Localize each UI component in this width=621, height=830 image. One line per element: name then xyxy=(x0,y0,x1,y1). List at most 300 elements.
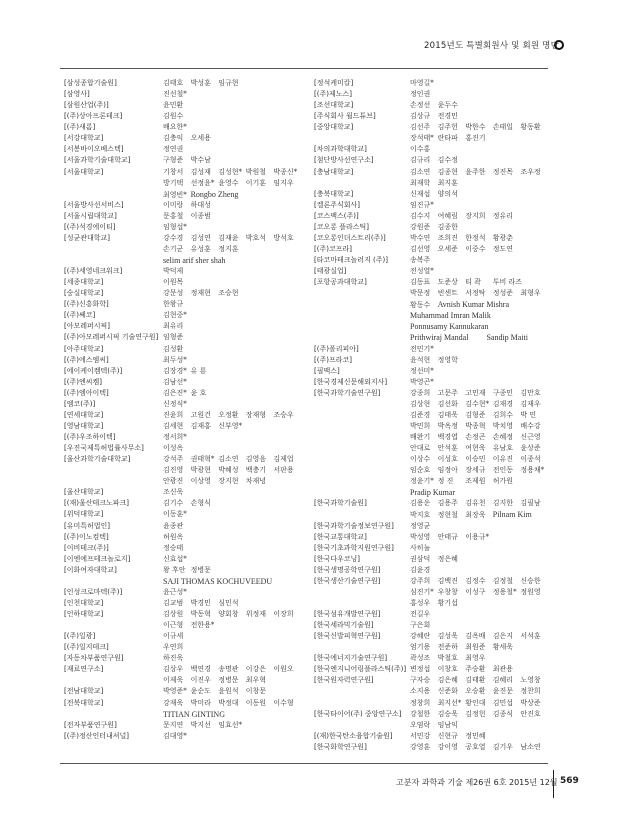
member-name: 이제욱 xyxy=(163,676,184,685)
member-name: 여현욱 xyxy=(465,444,486,453)
member-name: 최우혁 xyxy=(245,676,267,685)
member-names-line xyxy=(163,388,314,399)
member-name: 전준하 xyxy=(437,643,458,652)
member-names-line xyxy=(410,565,554,576)
journal-citation: 고분자 과학과 기술 제26권 6호 2015년 12월 xyxy=(396,778,558,787)
member-name: 박문정 xyxy=(410,289,431,298)
member-name: 김백진 xyxy=(437,576,458,585)
member-name: 박덕제 xyxy=(163,267,184,276)
member-name: 김태욱 xyxy=(437,410,458,419)
member-name: 안석훈 xyxy=(437,444,458,453)
member-entry xyxy=(64,421,314,432)
member-name: 윤진문 xyxy=(492,687,514,696)
member-name: 윤석현 xyxy=(410,355,431,364)
member-entry xyxy=(64,89,314,100)
member-name: 강영훈 xyxy=(410,742,431,751)
member-name: 조희진 xyxy=(437,233,458,242)
member-name: 최형우 xyxy=(520,289,541,298)
member-name: 이성옥 xyxy=(163,444,184,453)
member-name: 전인동 xyxy=(492,466,514,475)
member-name: 양회창 xyxy=(218,610,239,618)
member-names-line xyxy=(163,709,314,720)
member-name: 우연희 xyxy=(163,643,184,652)
member-name: 전성열* xyxy=(410,267,434,276)
member-names-line xyxy=(163,189,314,200)
member-name: 김성재 xyxy=(190,167,211,176)
organization-name: [(주)신흥화학] xyxy=(64,300,109,309)
organization-name: [한국신발피혁연구원] xyxy=(314,632,381,641)
member-name: 정영균 xyxy=(410,521,431,530)
member-name: 윤두수 xyxy=(437,101,458,110)
member-names-line xyxy=(410,222,554,233)
member-name: 정용철* xyxy=(492,587,517,596)
member-entry xyxy=(64,565,314,587)
member-name: 손기군 xyxy=(163,244,184,253)
member-name: 배수강 xyxy=(520,421,541,430)
member-name: 김상우 xyxy=(163,665,184,674)
member-name: 정도연 xyxy=(492,244,514,253)
member-names-line xyxy=(410,189,554,200)
member-names-line xyxy=(410,554,554,565)
organization-name: [이비테크(주)] xyxy=(64,543,109,552)
member-entry xyxy=(314,388,554,499)
member-name: 이상영 xyxy=(190,477,211,486)
circle-bullet-icon xyxy=(554,40,564,50)
member-name: 오염락 xyxy=(410,720,431,729)
organization-name: [(주)코프라] xyxy=(314,244,352,253)
member-names-line xyxy=(410,532,554,543)
member-name: Prithwiraj Mandal xyxy=(410,333,469,343)
member-name: 이용규* xyxy=(465,532,489,541)
organization-name: [한국과학기술연구원] xyxy=(314,388,381,397)
member-name: 구종민 xyxy=(492,388,514,397)
member-names-line xyxy=(410,454,554,465)
member-name: 김동표 xyxy=(410,278,431,287)
member-name: 이승민 xyxy=(465,455,486,464)
member-entry xyxy=(314,709,554,731)
organization-name: [정석케미칼] xyxy=(314,79,354,87)
member-name: 최영우 xyxy=(465,654,486,663)
member-name: 홍진기 xyxy=(465,134,486,143)
member-name: 박미라 xyxy=(190,698,211,707)
member-names-line xyxy=(410,543,554,554)
member-entry xyxy=(64,521,314,532)
member-names-line xyxy=(410,244,554,255)
member-name: 김기수 xyxy=(163,499,184,508)
member-name: 전한용* xyxy=(190,621,215,630)
member-entry xyxy=(64,399,314,410)
member-names-line xyxy=(410,631,554,642)
member-name: 김은지 xyxy=(492,632,514,641)
member-name: 임진규* xyxy=(410,200,434,209)
member-name: 란타파 xyxy=(437,134,458,143)
organization-name: [자동차부품연구원] xyxy=(64,654,124,663)
organization-name: [삼영사] xyxy=(64,90,90,99)
member-name: 이미랑 xyxy=(163,200,184,209)
member-entry xyxy=(64,344,314,355)
member-names-line xyxy=(163,498,314,509)
organization-name: [(주)제노스] xyxy=(314,90,352,99)
member-name: 김옥배 xyxy=(465,632,486,641)
member-name: 이유진 xyxy=(492,455,514,464)
organization-name: [차의과학대학교] xyxy=(314,145,367,154)
member-names-line xyxy=(163,211,314,222)
member-name: 손혜정 xyxy=(492,433,514,441)
member-name: 신효섭* xyxy=(163,554,187,563)
organization-name: [성균관대학교] xyxy=(64,233,111,242)
member-name: 손정선 xyxy=(410,101,431,110)
member-names-line xyxy=(410,111,554,122)
member-name: 임순호 xyxy=(410,466,431,475)
member-names-line xyxy=(163,443,314,454)
member-name: 박호석 xyxy=(245,233,267,242)
member-name: 박철호 xyxy=(437,654,458,663)
member-entry xyxy=(64,388,314,399)
member-name: 김원수 xyxy=(163,112,184,121)
member-names-line xyxy=(410,731,554,742)
member-name: 강수경 xyxy=(163,233,184,242)
organization-name: [(주)새롬] xyxy=(64,123,96,132)
member-name: 박한수 xyxy=(465,123,486,132)
member-name: 박옥정 xyxy=(437,421,458,430)
member-names-line xyxy=(163,155,314,166)
member-names-line xyxy=(163,476,314,487)
member-entry xyxy=(64,366,314,377)
member-name: 이종석 xyxy=(520,455,541,464)
organization-name: [서봉바이오베스텍] xyxy=(64,145,124,154)
organization-name: [한국타이어(주) 중앙연구소] xyxy=(314,709,402,718)
member-names-line xyxy=(410,521,554,532)
member-name: 안진호 xyxy=(520,709,541,718)
organization-name: [위덕대학교] xyxy=(64,510,104,519)
member-name: SAJI THOMAS KOCHUVEEDU xyxy=(163,576,273,586)
organization-name: [세종대학교] xyxy=(64,278,104,287)
member-name: 진윤희 xyxy=(163,410,184,419)
organization-name: [(주)석경에이티] xyxy=(64,222,116,231)
member-name: 박동혁 xyxy=(190,610,211,618)
organization-name: [한국섬유개발연구원] xyxy=(314,610,381,618)
organization-name: [이엔에프테크놀로지] xyxy=(64,554,131,563)
organization-name: [(주)엔씨켐] xyxy=(64,377,102,386)
member-names-line xyxy=(410,366,554,377)
member-name: 손형식 xyxy=(190,499,211,508)
organization-name: [한국생산기술연구원] xyxy=(314,576,381,585)
organization-name: [유미특허법인] xyxy=(64,521,111,530)
member-name: 김은혜 xyxy=(437,676,458,685)
member-names-line xyxy=(410,321,554,332)
member-name: 이진우 xyxy=(190,676,211,685)
member-entry xyxy=(314,122,554,144)
member-entry xyxy=(314,631,554,653)
member-name: 김재윤 xyxy=(218,233,239,242)
member-name: 김성환 xyxy=(163,344,184,353)
member-name: 정병문 xyxy=(190,565,211,574)
member-names-line xyxy=(410,332,554,343)
member-names-line xyxy=(163,487,314,498)
member-name: 김기우 xyxy=(492,742,514,751)
organization-name: [전자부품연구원] xyxy=(64,720,117,729)
member-name: 방석호 xyxy=(273,233,294,242)
member-name: 변정섭 xyxy=(410,665,431,674)
member-entry xyxy=(314,498,554,520)
organization-name: [(주)아모레퍼시픽 기술연구원] xyxy=(64,333,159,342)
member-name: 구자승 xyxy=(410,676,431,685)
member-name: 권태혁* xyxy=(190,455,215,464)
member-name: 김태호 xyxy=(163,79,184,87)
member-name: TITIAN GINTING xyxy=(163,709,225,719)
member-names-line xyxy=(410,255,554,266)
organization-name: [포항공과대학교] xyxy=(314,278,367,287)
member-entry xyxy=(314,255,554,266)
member-name: 윤 호 xyxy=(190,388,207,397)
member-name: 김희수 xyxy=(492,410,514,419)
member-names-line xyxy=(163,310,314,321)
member-name: 유남호 xyxy=(492,444,514,453)
member-name: 강이영 xyxy=(437,742,458,751)
member-name: 강혜란 xyxy=(410,632,431,641)
member-name: 이수홍 xyxy=(410,145,431,154)
organization-name: [한국경제신문해외지사] xyxy=(314,377,388,386)
member-names-line xyxy=(410,642,554,653)
member-names-line xyxy=(163,675,314,686)
member-name: 신준화 xyxy=(437,687,458,696)
organization-name: [(주)일광] xyxy=(64,632,96,641)
member-names-line xyxy=(410,200,554,211)
member-entry xyxy=(64,167,314,200)
member-name: 김남선* xyxy=(163,377,187,386)
member-names-line xyxy=(410,587,554,598)
member-entry xyxy=(64,664,314,686)
member-entry xyxy=(314,211,554,222)
member-name: 이원목 xyxy=(163,278,184,287)
member-entry xyxy=(64,122,314,133)
organization-name: [서강대학교] xyxy=(64,134,104,143)
member-name: 여혜림 xyxy=(437,211,458,220)
member-entry xyxy=(64,432,314,443)
member-name: 기창서 xyxy=(163,167,184,176)
member-entry xyxy=(64,598,314,609)
member-name: 김수지 xyxy=(410,211,431,220)
member-name: 안대로 xyxy=(410,444,431,453)
member-entry xyxy=(314,244,554,255)
member-name: 방기택 xyxy=(163,178,184,187)
member-name: 김수정 xyxy=(437,156,458,165)
member-name: 위정재 xyxy=(245,610,267,618)
member-name: Ponnusamy Kannukaran xyxy=(410,322,489,332)
member-name: 김지한 xyxy=(492,499,514,508)
member-names-line xyxy=(163,167,314,178)
member-names-line xyxy=(410,410,554,421)
member-entry xyxy=(314,366,554,377)
member-names-line xyxy=(163,686,314,697)
member-entry xyxy=(314,664,554,675)
member-name: 김성욱 xyxy=(437,632,458,641)
member-name: 정승태 xyxy=(163,543,184,552)
member-names-line xyxy=(163,421,314,432)
member-name: 우창창 xyxy=(437,587,458,596)
member-entry xyxy=(64,133,314,144)
member-name: 백연경 xyxy=(190,665,211,674)
member-name: 김정수 xyxy=(465,576,486,585)
member-name: 정연권 xyxy=(163,145,184,154)
member-name: 박지호 xyxy=(410,511,431,520)
member-entry xyxy=(64,321,314,332)
member-name: 김상원 xyxy=(163,610,184,618)
organization-name: [인성크로마텍(주)] xyxy=(64,587,123,596)
member-name: 최영빈* xyxy=(163,190,187,199)
organization-name: [서울시립대학교] xyxy=(64,211,117,220)
member-names-line xyxy=(163,255,314,266)
member-name: 배요한* xyxy=(163,123,187,132)
member-name: 이성호 xyxy=(437,455,458,464)
member-name: 신재섭 xyxy=(410,189,431,198)
member-name: 박지선 xyxy=(190,720,211,729)
member-name: 서판용 xyxy=(273,466,294,475)
member-name: 윤상준 xyxy=(520,444,541,453)
member-name: 장세규 xyxy=(465,466,486,475)
member-entry xyxy=(64,686,314,697)
member-name: 남소연 xyxy=(520,742,541,751)
member-names-line xyxy=(410,620,554,631)
member-entry xyxy=(64,509,314,520)
member-name: 전길우 xyxy=(410,610,431,618)
member-names-line xyxy=(163,200,314,211)
member-name: 김상규 xyxy=(410,112,431,121)
organization-name: [(재)한국탄소융합기술원] xyxy=(314,731,393,740)
member-name: 빈센트 xyxy=(437,289,458,298)
member-names-line xyxy=(410,211,554,222)
member-names-line xyxy=(163,521,314,532)
member-name: 김주헌 xyxy=(437,123,458,132)
member-name: 오정환 xyxy=(218,410,239,419)
member-names-line xyxy=(163,244,314,255)
member-name: 서민강 xyxy=(410,731,431,740)
footer-divider xyxy=(60,763,548,764)
member-names-line xyxy=(410,355,554,366)
organization-name: [한국다우코닝] xyxy=(314,554,361,563)
member-name: 전민기* xyxy=(410,344,434,353)
member-entry xyxy=(314,266,554,277)
organization-name: [코스맥스(주)] xyxy=(314,211,359,220)
member-names-line xyxy=(410,167,554,178)
member-entry xyxy=(64,78,314,89)
member-names-line xyxy=(410,443,554,454)
member-entry xyxy=(314,200,554,211)
member-name: 박상준 xyxy=(520,698,541,707)
organization-name: [한국교통대학교] xyxy=(314,532,367,541)
member-name: 조승현 xyxy=(218,289,239,298)
member-name: 최원준 xyxy=(465,643,486,652)
member-name: 김정철 xyxy=(492,576,514,585)
member-name: 서정탁 xyxy=(465,289,486,298)
member-name: 한왕규 xyxy=(163,300,184,309)
member-name: 손정곤 xyxy=(465,433,486,441)
member-entry xyxy=(64,277,314,288)
member-names-line xyxy=(163,89,314,100)
member-names-line xyxy=(410,388,554,399)
member-name: 김규리 xyxy=(410,156,431,165)
organization-name: [(주)이노컴텍] xyxy=(64,532,109,541)
member-name: 최재학 xyxy=(410,178,431,187)
member-names-line xyxy=(410,299,554,310)
member-name: 주승환 xyxy=(465,665,486,674)
member-entry xyxy=(64,200,314,211)
member-name: Muhammad Imran Malik xyxy=(410,311,491,321)
member-entry xyxy=(64,498,314,509)
organization-name: [숭실대학교] xyxy=(64,289,104,298)
member-names-line xyxy=(410,476,554,487)
member-name: 권삼덕 xyxy=(410,554,431,563)
member-name: 소지용 xyxy=(410,687,431,696)
member-name: 하진욱 xyxy=(163,654,184,663)
member-name: Pradip Kumar xyxy=(410,488,456,498)
member-name: 박원철 xyxy=(245,167,267,176)
member-name: 윤근성* xyxy=(163,587,187,596)
member-name: 고민재 xyxy=(465,388,486,397)
member-entry xyxy=(64,443,314,454)
member-name: 김혜리 xyxy=(492,676,514,685)
member-name: 정찬희 xyxy=(520,687,541,696)
member-name: 황기섭 xyxy=(437,598,458,607)
member-name: 김소연 xyxy=(410,167,431,176)
organization-name: [(주)쎄코] xyxy=(64,311,96,320)
member-entry xyxy=(64,731,314,742)
member-name: 박성훈 xyxy=(190,79,211,87)
member-name: 투비 라즈 xyxy=(492,278,523,287)
member-names-line xyxy=(410,288,554,299)
organization-name: [주식회사 월드튜브] xyxy=(314,112,376,121)
member-names-line xyxy=(163,111,314,122)
member-entry xyxy=(314,377,554,388)
member-names-line xyxy=(163,122,314,133)
member-name: 최지선* xyxy=(437,698,462,707)
member-names-line xyxy=(410,698,554,709)
member-name: 윤주한 xyxy=(465,167,486,176)
member-name: 백충기 xyxy=(245,466,267,475)
member-name: 문홍철 xyxy=(163,211,184,220)
organization-name: [한국생명공학연구원] xyxy=(314,565,381,574)
member-names-line xyxy=(163,377,314,388)
member-name: 김윤경 xyxy=(410,565,431,574)
organization-name: [한국기초과학지원연구원] xyxy=(314,543,394,552)
member-name: 이근형 xyxy=(163,621,184,630)
member-name: 이창호 xyxy=(437,665,458,674)
member-names-line xyxy=(163,598,314,609)
member-name: 김제업 xyxy=(273,455,294,464)
member-name: 하대성 xyxy=(190,200,211,209)
member-names-line xyxy=(410,178,554,189)
member-entry xyxy=(64,454,314,487)
member-entry xyxy=(314,742,554,753)
member-name: 김승욱 xyxy=(437,709,458,718)
member-name: 정현철 xyxy=(437,511,458,520)
organization-name: [(재)울산테크노파크] xyxy=(64,499,130,508)
member-names-line xyxy=(163,532,314,543)
member-entry xyxy=(314,355,554,366)
organization-name: [(주)엠아이텍] xyxy=(64,388,109,397)
member-name: 홍성우 xyxy=(410,598,431,607)
member-name: 사히눌 xyxy=(410,543,431,552)
member-entry xyxy=(314,565,554,576)
organization-name: [인천대학교] xyxy=(64,598,104,607)
organization-name: [(주)세영네크워크] xyxy=(64,267,123,276)
organization-name: [아모레퍼시픽] xyxy=(64,322,111,331)
member-entry xyxy=(64,487,314,498)
member-names-line xyxy=(163,509,314,520)
member-name: 임형섭* xyxy=(163,222,187,231)
member-names-line xyxy=(163,410,314,421)
organization-name: [충북대학교] xyxy=(314,189,354,198)
